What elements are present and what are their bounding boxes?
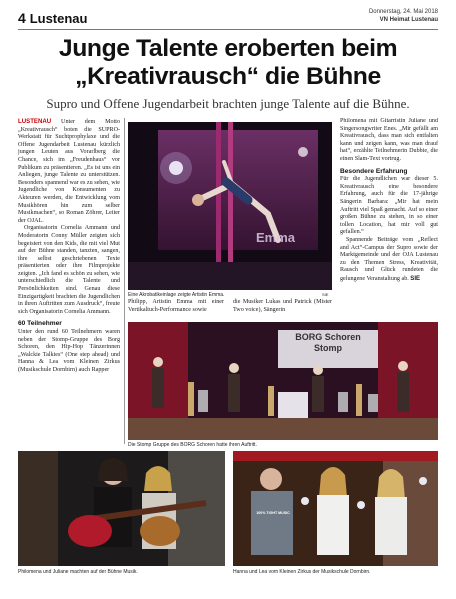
subheadline: Supro und Offene Jugendarbeit brachten junge Talente auf die Bühne.: [46, 96, 410, 111]
article-paragraph-3: Unter den rund 60 Teilnehmern waren neben der Stomp-Gruppe des Borg Schoren, den Hip-Hop Tänzerinnen „Walckie Talkies“ (One step ahead) und Hanna & Lea vom Kleinen Zirkus (Musikschule Dornbirn) auch Rapper: [18, 329, 120, 373]
caption-hanna-lea: Hanna und Lea vom Kleinen Zirkus der Musikschule Dornbirn.: [233, 569, 371, 575]
page-number: 4: [18, 10, 26, 26]
article-paragraph-col3: die Musiker Lukas und Patrick (Mister Two voice), Sängerin: [233, 299, 332, 313]
screen-text: Emma: [256, 230, 296, 245]
acrobat-photo-art: [128, 122, 332, 290]
article-paragraph-1: Unter dem Motto „Kreativrausch“ boten die SUPRO-Werkstatt für Suchtprophylaxe und die Offene Jugendarbeit Lustenau kürzlich jungen Leuten aus Vorarlberg die Chance, sich im „Freudenhaus“ vor Publikum zu präsentieren. „Es ist uns ein Anliegen, junge Talente zu unterstützen. Besonders spannend war es zu sehen, wie Jugendliche von Konsumenten zu Akteuren werden, die Entwicklung vom Musikhören hin zum selber Musikmachen“, so Roman Zöhrer, Leiter der OJAL.: [18, 119, 120, 224]
subhead-60-teilnehmer: 60 Teilnehmer: [18, 320, 62, 328]
article-column-2: [128, 299, 224, 314]
philomena-photo-art: [18, 451, 225, 566]
issue-meta: [369, 8, 438, 24]
headline-line-2: „Kreativrausch“ die Bühne: [75, 63, 381, 90]
headline: [12, 35, 445, 91]
caption-stomp: Die Stomp Gruppe des BORG Schoren hatte ihren Auftritt.: [128, 442, 257, 448]
philomena-photo: [18, 451, 225, 566]
article-column-3: [233, 299, 332, 314]
headline-line-1: Junge Talente eroberten beim: [58, 35, 398, 62]
article-column-1: [18, 118, 120, 448]
hanna-lea-photo: [233, 451, 438, 566]
subhead-besondere-erfahrung: Besondere Erfahrung: [340, 167, 408, 175]
author-signature: SIE: [410, 274, 421, 282]
article-paragraph-col2: Philipp, Artistin Emma mit einer Vertikaltuch-Performance sowie: [128, 299, 224, 313]
article-paragraph-6: Spannende Beiträge vom „Reflect and Act“-Campus der Supro sowie der Marktgemeinde und der OJA Lustenau zu den Themen Stress, Kreativität, Rausch und Glück rundeten die gelungene Veranstaltung ab.: [340, 236, 438, 282]
acrobat-photo: [128, 122, 332, 290]
caption-acrobat: Eine Akrobatikeinlage zeigte Artistin Emma.: [128, 292, 225, 298]
dateline: LUSTENAU: [18, 118, 52, 125]
photo-credit: SIE: [322, 292, 329, 297]
publication-name: VN Heimat Lustenau: [379, 17, 438, 23]
article-column-4: [340, 118, 438, 328]
page-header: [18, 10, 87, 26]
stage-banner-text: BORG Schoren Stomp: [295, 332, 361, 353]
shirt-print: 100% TIGHT MUSIC: [256, 511, 290, 515]
header-rule: [18, 29, 438, 30]
caption-philomena: Philomena und Juliane machten auf der Bühne Musik.: [18, 569, 138, 575]
issue-date: Donnerstag, 24. Mai 2018: [368, 9, 438, 15]
article-paragraph-5: Für die Jugendlichen war dieser 5. Kreativrausch eine besondere Erfahrung, auch für die 17-jährige Sängerin Barbara: „Mir hat mein Auftritt viel Spaß gemacht. Auf so einer großen Bühne zu stehen, in so einer tollen Location, hat mir voll gut gefallen.“: [340, 176, 438, 236]
stomp-photo: [128, 322, 438, 440]
article-paragraph-4: Philomena mit Gitarristin Juliane und Singersongwriter Enes. „Mir gefällt am Kreativrausch, dass man sich entfalten kann und zeigen kann, was man drauf hat“, erzählte Teilnehmerin Dubbie, die einen Slam-Text vortrug.: [340, 118, 438, 162]
hanna-lea-photo-art: [233, 451, 438, 566]
column-divider: [124, 118, 125, 444]
article-paragraph-2: Organisatorin Cornelia Ammann und Moderatorin Conny Müller zeigten sich begeistert von den Kids, die mit viel Mut auf der Bühne standen, tanzten, sangen, ihre selbst geschriebenen Texte präsentierten oder ihre Filmprojekte zeigten. „Ich fand es schön zu sehen, wie unterschiedlich die Talente und Persönlichkeiten sind. Genau diese Einzigartigkeit brachten die Jugendlichen in ihren Auftritten zum Ausdruck“, freute sich Organisatorin Cornelia Ammann.: [18, 225, 120, 315]
section-name: Lustenau: [29, 11, 88, 26]
